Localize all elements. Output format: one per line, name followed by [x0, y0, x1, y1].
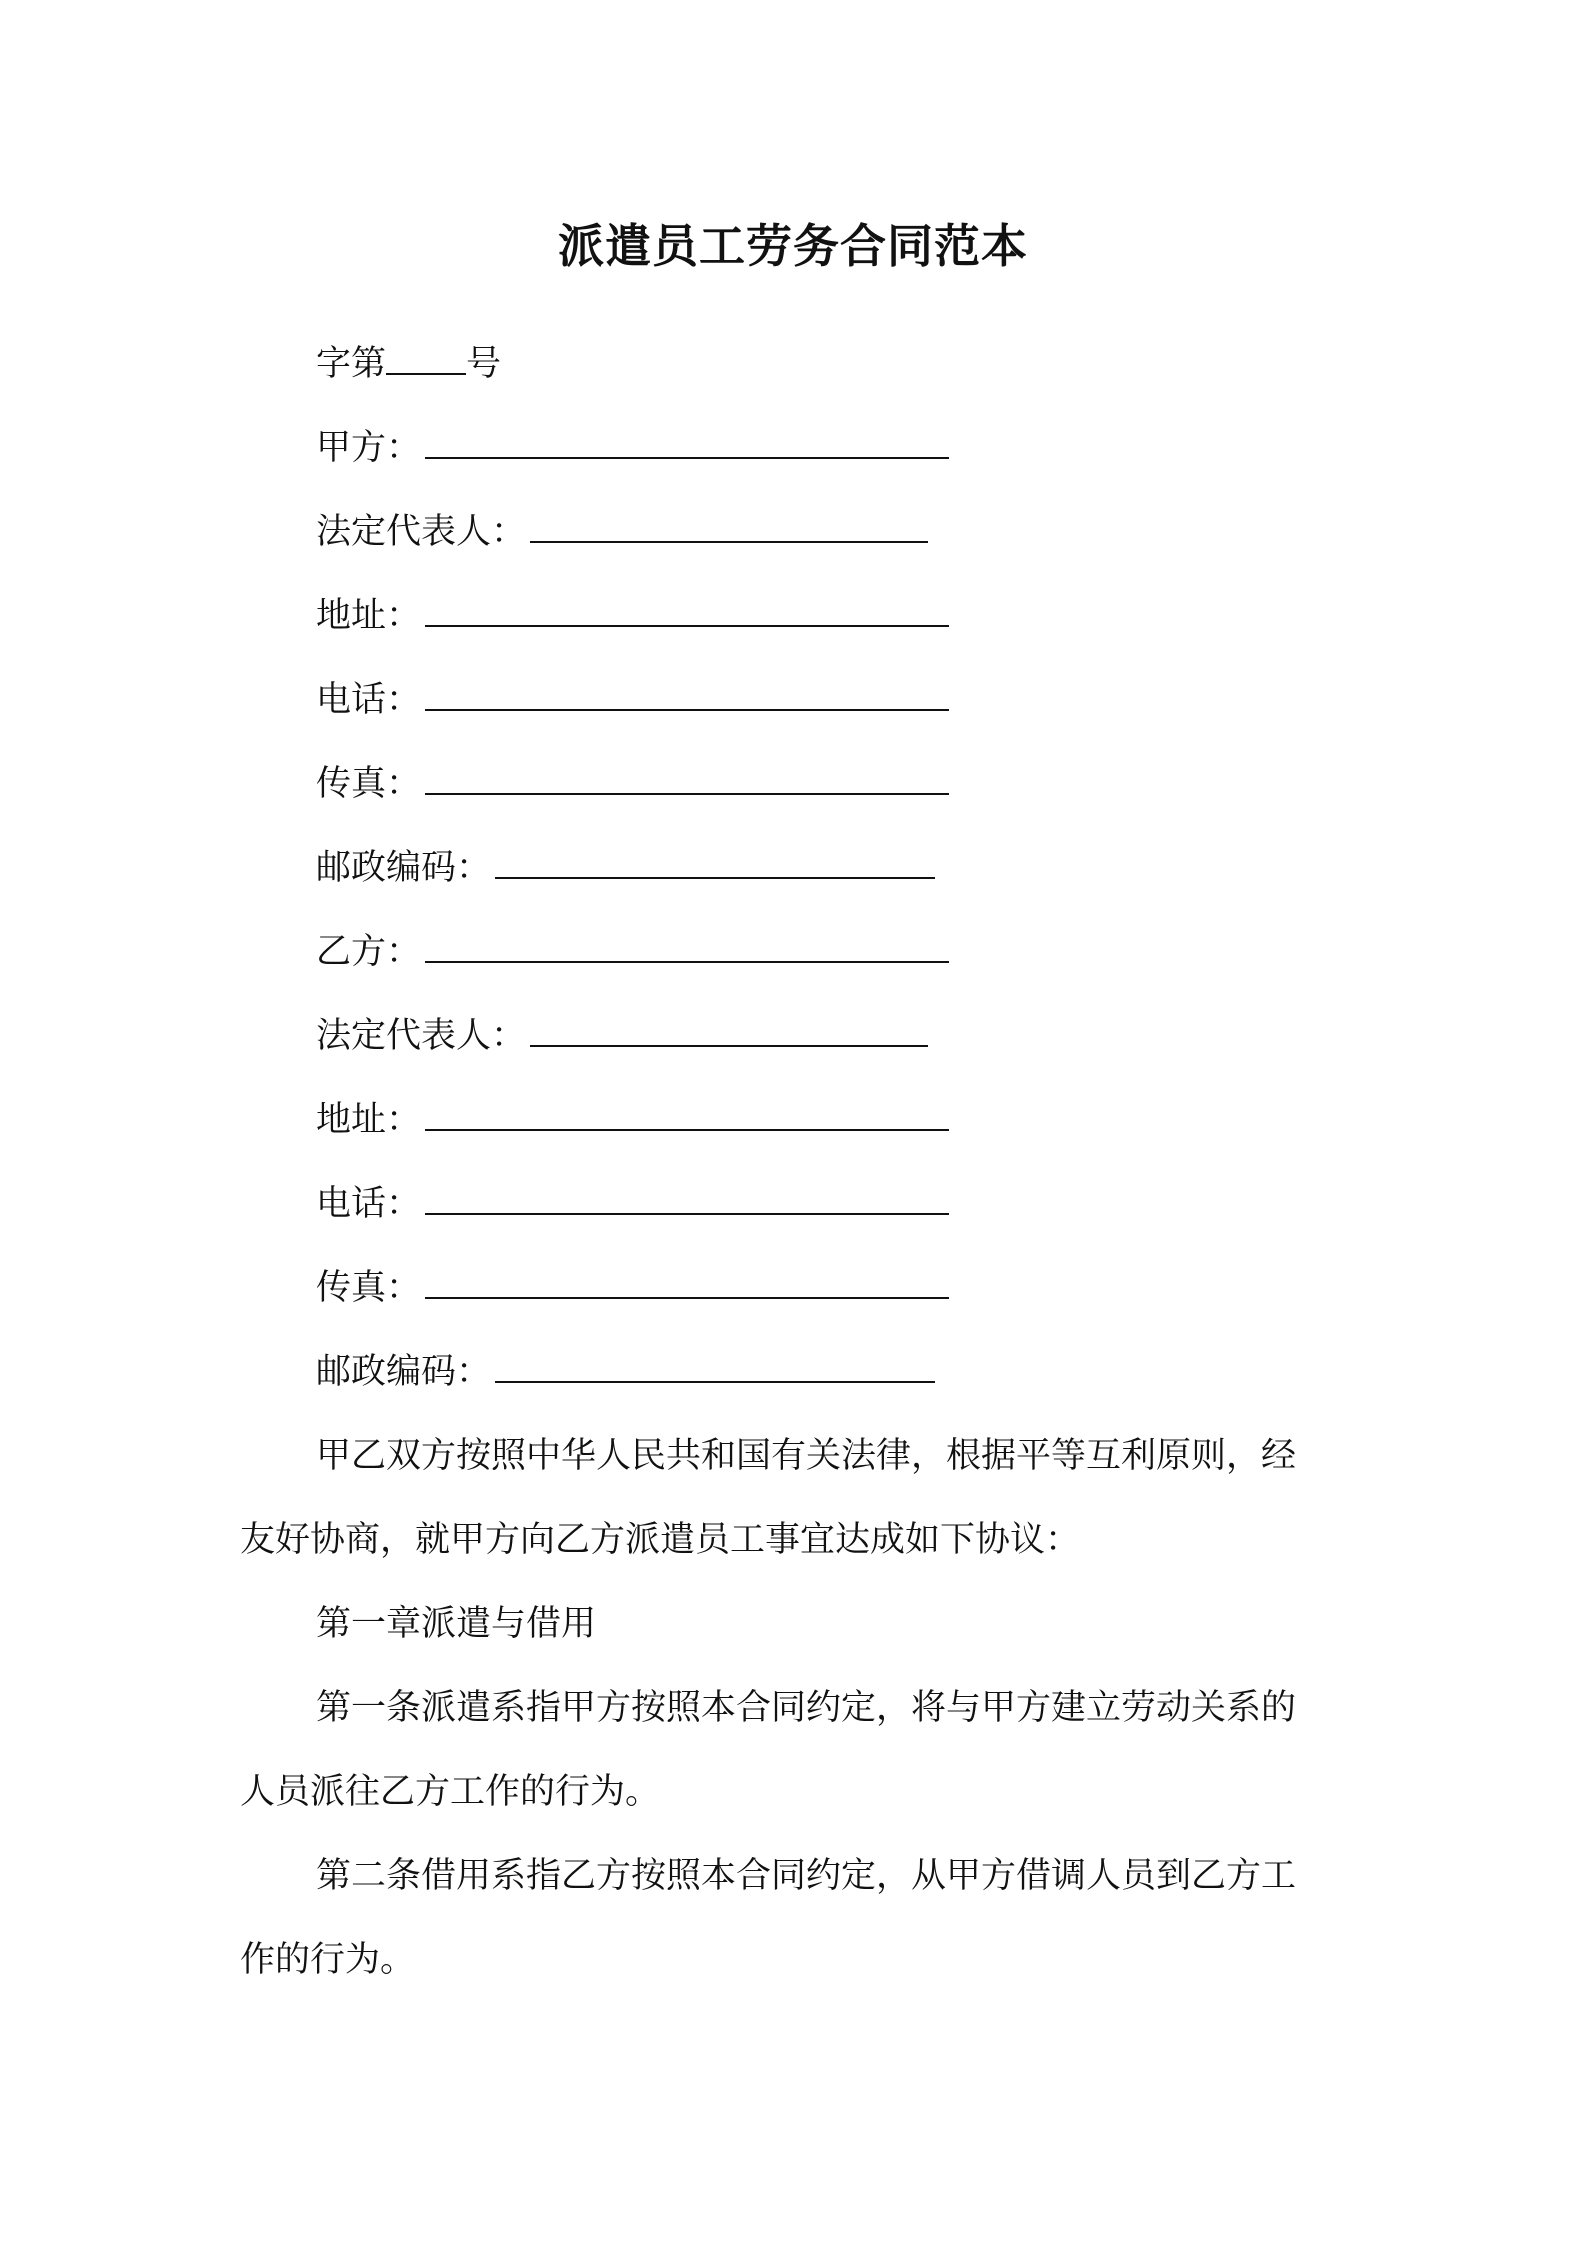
- party-b-address-blank: [425, 1099, 949, 1131]
- party-b-phone-blank: [425, 1183, 949, 1215]
- party-a-name-blank: [425, 427, 949, 459]
- article-1-line-2: 人员派往乙方工作的行为。: [240, 1772, 661, 1812]
- party-a-postcode-blank: [495, 847, 935, 879]
- party-a-rep-label: 法定代表人：: [316, 512, 527, 552]
- party-b-fax-label: 传真：: [316, 1268, 422, 1308]
- document-body: [240, 322, 1360, 2002]
- party-b-fax-line: [240, 1246, 1360, 1330]
- party-b-rep-label: 法定代表人：: [316, 1016, 527, 1056]
- party-a-address-blank: [425, 595, 949, 627]
- party-a-phone-line: [240, 658, 1360, 742]
- party-a-fax-label: 传真：: [316, 764, 422, 804]
- article-1-line-1: 第一条派遣系指甲方按照本合同约定，将与甲方建立劳动关系的: [316, 1688, 1297, 1728]
- party-a-fax-line: [240, 742, 1360, 826]
- contract-number-line: [240, 322, 1360, 406]
- party-a-phone-blank: [425, 679, 949, 711]
- party-a-address-label: 地址：: [316, 596, 422, 636]
- party-b-name-blank: [425, 931, 949, 963]
- party-b-rep-blank: [530, 1015, 928, 1047]
- party-a-name-label: 甲方：: [316, 428, 422, 468]
- party-a-name-line: [240, 406, 1360, 490]
- party-b-name-line: [240, 910, 1360, 994]
- document-title: 派遣员工劳务合同范本: [558, 219, 1028, 273]
- party-b-address-line: [240, 1078, 1360, 1162]
- party-b-postcode-blank: [495, 1351, 935, 1383]
- party-a-phone-label: 电话：: [316, 680, 422, 720]
- preamble-line-1: 甲乙双方按照中华人民共和国有关法律，根据平等互利原则，经: [316, 1436, 1297, 1476]
- article-2-line-1: 第二条借用系指乙方按照本合同约定，从甲方借调人员到乙方工: [316, 1856, 1297, 1896]
- party-a-rep-blank: [530, 511, 928, 543]
- party-a-postcode-label: 邮政编码：: [316, 848, 492, 888]
- party-a-postcode-line: [240, 826, 1360, 910]
- party-b-rep-line: [240, 994, 1360, 1078]
- party-b-postcode-line: [240, 1330, 1360, 1414]
- chapter-1-heading: 第一章派遣与借用: [316, 1604, 597, 1644]
- number-suffix: 号: [466, 344, 502, 384]
- party-a-fax-blank: [425, 763, 949, 795]
- number-prefix: 字第: [316, 344, 387, 384]
- number-blank: [386, 343, 466, 375]
- article-2-line-2: 作的行为。: [240, 1940, 416, 1980]
- preamble-line-2: 友好协商，就甲方向乙方派遣员工事宜达成如下协议：: [240, 1520, 1081, 1560]
- party-b-phone-line: [240, 1162, 1360, 1246]
- party-a-rep-line: [240, 490, 1360, 574]
- party-b-fax-blank: [425, 1267, 949, 1299]
- party-a-address-line: [240, 574, 1360, 658]
- party-b-phone-label: 电话：: [316, 1184, 422, 1224]
- party-b-address-label: 地址：: [316, 1100, 422, 1140]
- party-b-name-label: 乙方：: [316, 932, 422, 972]
- party-b-postcode-label: 邮政编码：: [316, 1352, 492, 1392]
